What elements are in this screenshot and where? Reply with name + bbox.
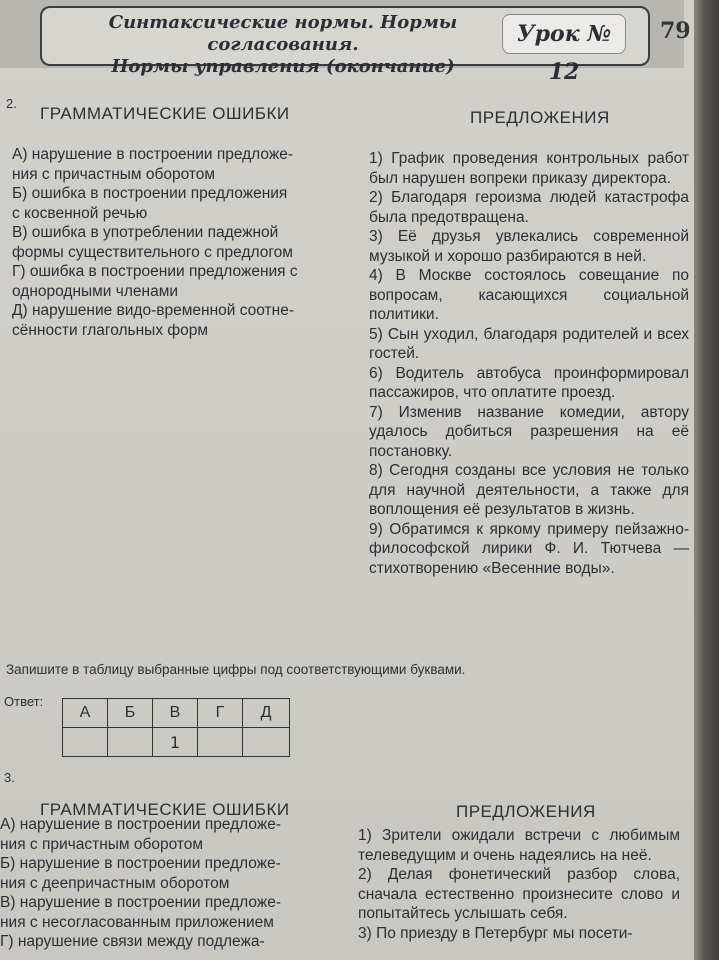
sentence-9: 9) Обратимся к яркому примеру пейзажно-философской лирики Ф. И. Тютчева — стихотворению «Весенние воды». [369, 520, 689, 577]
answer-table [62, 698, 290, 757]
error-item-g: Г) ошибка в построении предложения с однородными членами [12, 263, 298, 300]
sentence-2: 2) Делая фонетический разбор слова, сначала естественно произнесите слово и попытайтесь услышать себя. [358, 866, 680, 922]
lesson-title-line2: Нормы управления (окончание) [111, 56, 455, 77]
task3-sentence-list [358, 826, 680, 943]
answer-cell-d[interactable] [243, 728, 290, 757]
bleed-through-text: ⠀ [300, 471, 310, 486]
answer-col-b: Б [108, 699, 153, 728]
sentence-5: 5) Сын уходил, благодаря родителей и всех гостей. [369, 325, 689, 362]
task2-error-list [12, 145, 334, 340]
book-spine-edge [694, 0, 719, 960]
sentence-6: 6) Водитель автобуса проинформировал пассажиров, что оплатите проезд. [369, 364, 689, 401]
error-item-v: В) ошибка в употреблении падежной формы существительного с предлогом [12, 224, 293, 261]
answer-col-g: Г [198, 699, 243, 728]
sentence-1: 1) Зрители ожидали встречи с любимым телеведущим и очень надеялись на неё. [358, 827, 680, 864]
error-item-g: Г) нарушение связи между подлежа- [0, 933, 265, 950]
answer-cell-v[interactable]: 1 [153, 728, 198, 757]
sentence-3: 3) По приезду в Петербург мы посети- [358, 924, 633, 942]
answer-header-row [63, 699, 290, 728]
answer-col-a: А [63, 699, 108, 728]
task2-sentence-list [369, 149, 689, 578]
task3-error-list [0, 815, 322, 952]
sentence-2: 2) Благодаря героизма людей катастрофа была предотвращена. [369, 189, 689, 226]
lesson-title-line1: Синтаксические нормы. Нормы согласования. [108, 12, 458, 55]
task3-sentences-heading: ПРЕДЛОЖЕНИЯ [456, 802, 596, 821]
answer-cell-g[interactable] [198, 728, 243, 757]
sentence-1: 1) График проведения контрольных работ был нарушен вопреки приказу директора. [369, 150, 689, 187]
sentence-8: 8) Сегодня созданы все условия не только для научной деятельности, а также для воплощения её результатов в жизнь. [369, 462, 689, 518]
task2-sentences-heading: ПРЕДЛОЖЕНИЯ [470, 108, 610, 127]
task3-number: 3. [4, 770, 15, 785]
answer-col-d: Д [243, 699, 290, 728]
task2-instruction: Запишите в таблицу выбранные цифры под соответствующими буквами. [6, 662, 466, 677]
sentence-4: 4) В Москве состоялось совещание по вопросам, касающихся социальной политики. [369, 267, 689, 323]
lesson-title [58, 12, 508, 78]
answer-col-v: В [153, 699, 198, 728]
error-item-d: Д) нарушение видо-временной соотне- сённости глагольных форм [12, 302, 294, 339]
sentence-3: 3) Её друзья увлекались современной музыкой и хорошо разбираются в ней. [369, 228, 689, 265]
sentence-7: 7) Изменив название комедии, автору удалось добиться разрешения на её постановку. [369, 403, 689, 460]
task2-number: 2. [6, 96, 17, 111]
error-item-b: Б) ошибка в построении предложения с косвенной речью [12, 185, 288, 222]
error-item-a: А) нарушение в построении предложе- ния с причастным оборотом [12, 146, 293, 183]
error-item-a: А) нарушение в построении предложе- ния с причастным оборотом [0, 816, 281, 853]
answer-cell-a[interactable] [63, 728, 108, 757]
answer-cell-b[interactable] [108, 728, 153, 757]
lesson-number-badge: Урок № 12 [502, 14, 626, 54]
task3-errors-heading: ГРАММАТИЧЕСКИЕ ОШИБКИ [40, 800, 290, 819]
task2-errors-heading: ГРАММАТИЧЕСКИЕ ОШИБКИ [40, 104, 290, 123]
page-number: 79 [660, 18, 691, 44]
answer-value-row [63, 728, 290, 757]
answer-label: Ответ: [4, 694, 44, 709]
error-item-b: Б) нарушение в построении предложе- ния с деепричастным оборотом [0, 855, 281, 892]
error-item-v: В) нарушение в построении предложе- ния с несогласованным приложением [0, 894, 281, 931]
